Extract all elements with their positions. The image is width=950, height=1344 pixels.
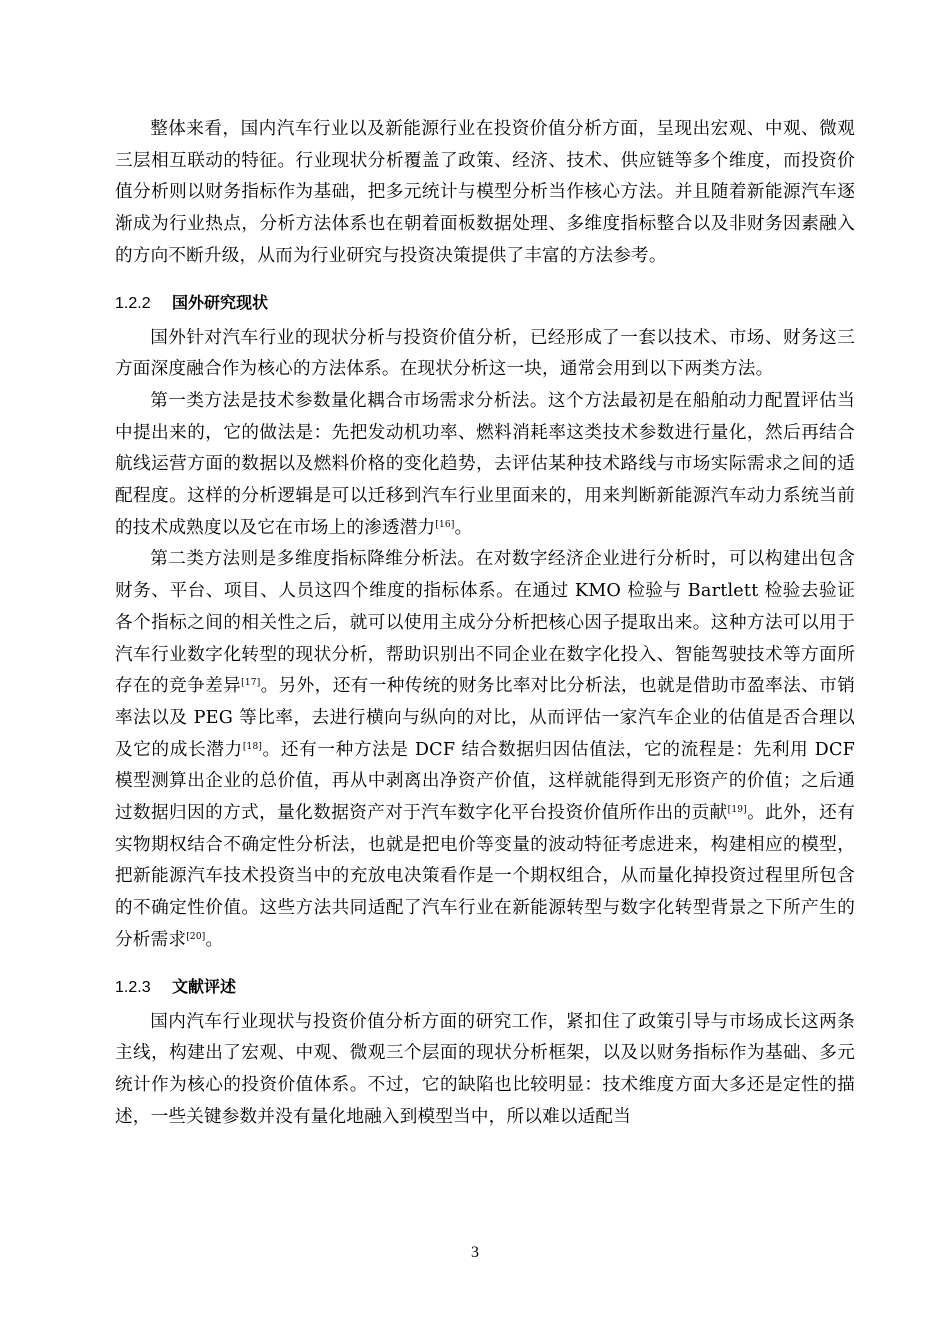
section-title: 国外研究现状 — [172, 292, 269, 312]
citation-ref[interactable]: [17] — [241, 678, 261, 689]
section-number: 1.2.2 — [115, 294, 151, 312]
paragraph-literature-review: 国内汽车行业现状与投资价值分析方面的研究工作，紧扣住了政策引导与市场成长这两条主线，构建出了宏观、中观、微观三个层面的现状分析框架，以及以财务指标作为基础、多元统计作为核心的投资价值体系。不过，它的缺陷也比较明显：技术维度方面大多还是定性的描述，一些关键参数并没有量化地融入到模型当中，所以难以适配当 — [115, 1011, 855, 1127]
paragraph-summary: 整体来看，国内汽车行业以及新能源行业在投资价值分析方面，呈现出宏观、中观、微观三层相互联动的特征。行业现状分析覆盖了政策、经济、技术、供应链等多个维度，而投资价值分析则以财务指标作为基础，把多元统计与模型分析当作核心方法。并且随着新能源汽车逐渐成为行业热点，分析方法体系也在朝着面板数据处理、多维度指标整合以及非财务因素融入的方向不断升级，从而为行业研究与投资决策提供了丰富的方法参考。 — [115, 119, 855, 266]
section-title: 文献评述 — [172, 976, 237, 996]
section-number: 1.2.3 — [115, 978, 151, 996]
paragraph-text: 。 — [205, 929, 224, 950]
section-heading-1-2-2 — [115, 287, 855, 319]
paragraph-text: 第一类方法是技术参数量化耦合市场需求分析法。这个方法最初是在船舶动力配置评估当中提出来的，它的做法是：先把发动机功率、燃料消耗率这类技术参数进行量化，然后再结合航线运营方面的数据以及燃料价格的变化趋势，去评估某种技术路线与市场实际需求之间的适配程度。这样的分析逻辑是可以迁移到汽车行业里面来的，用来判断新能源汽车动力系统当前的技术成熟度以及它在市场上的渗透潜力 — [115, 390, 855, 538]
paragraph-text: 。另外，还有一种传统的财务比率对比分析法，也就是借助市盈率法、市销率法以及 PEG 等比率，去进行横向与纵向的对比，从而评估一家汽车企业的估值是否合理以及它的成长潜力 — [115, 676, 855, 760]
paragraph-method-two — [115, 544, 855, 956]
paragraph-foreign-intro: 国外针对汽车行业的现状分析与投资价值分析，已经形成了一套以技术、市场、财务这三方面深度融合作为核心的方法体系。在现状分析这一块，通常会用到以下两类方法。 — [115, 327, 855, 380]
paragraph-text: 。还有一种方法是 DCF 结合数据归因估值法，它的流程是：先利用 DCF 模型测算出企业的总价值，再从中剥离出净资产价值，这样就能得到无形资产的价值；之后通过数据归因的方式，量化数据资产对于汽车数字化平台投资价值所作出的贡献 — [115, 739, 856, 824]
page-body — [115, 114, 855, 1133]
section-heading-1-2-3 — [115, 971, 855, 1003]
citation-ref[interactable]: [20] — [186, 931, 206, 942]
citation-ref[interactable]: [19] — [727, 805, 747, 816]
paragraph-text: 。 — [454, 517, 473, 538]
page-number: 3 — [471, 1244, 479, 1261]
paragraph-text: 第二类方法则是多维度指标降维分析法。在对数字经济企业进行分析时，可以构建出包含财务、平台、项目、人员这四个维度的指标体系。在通过 KMO 检验与 Bartlett 检验去验证各个指标之间的相关性之后，就可以使用主成分分析把核心因子提取出来。这种方法可以用于汽车行业数字化转型的现状分析，帮助识别出不同企业在数字化投入、智能驾驶技术等方面所存在的竞争差异 — [115, 549, 855, 697]
citation-ref[interactable]: [16] — [435, 519, 455, 530]
citation-ref[interactable]: [18] — [242, 741, 263, 752]
paragraph-method-one — [115, 386, 855, 545]
paragraph-text: 。此外，还有实物期权结合不确定性分析法，也就是把电价等变量的波动特征考虑进来，构建相应的模型，把新能源汽车技术投资当中的充放电决策看作是一个期权组合，从而量化掉投资过程里所包含的不确定性价值。这些方法共同适配了汽车行业在新能源转型与数字化转型背景之下所产生的分析需求 — [115, 803, 855, 950]
